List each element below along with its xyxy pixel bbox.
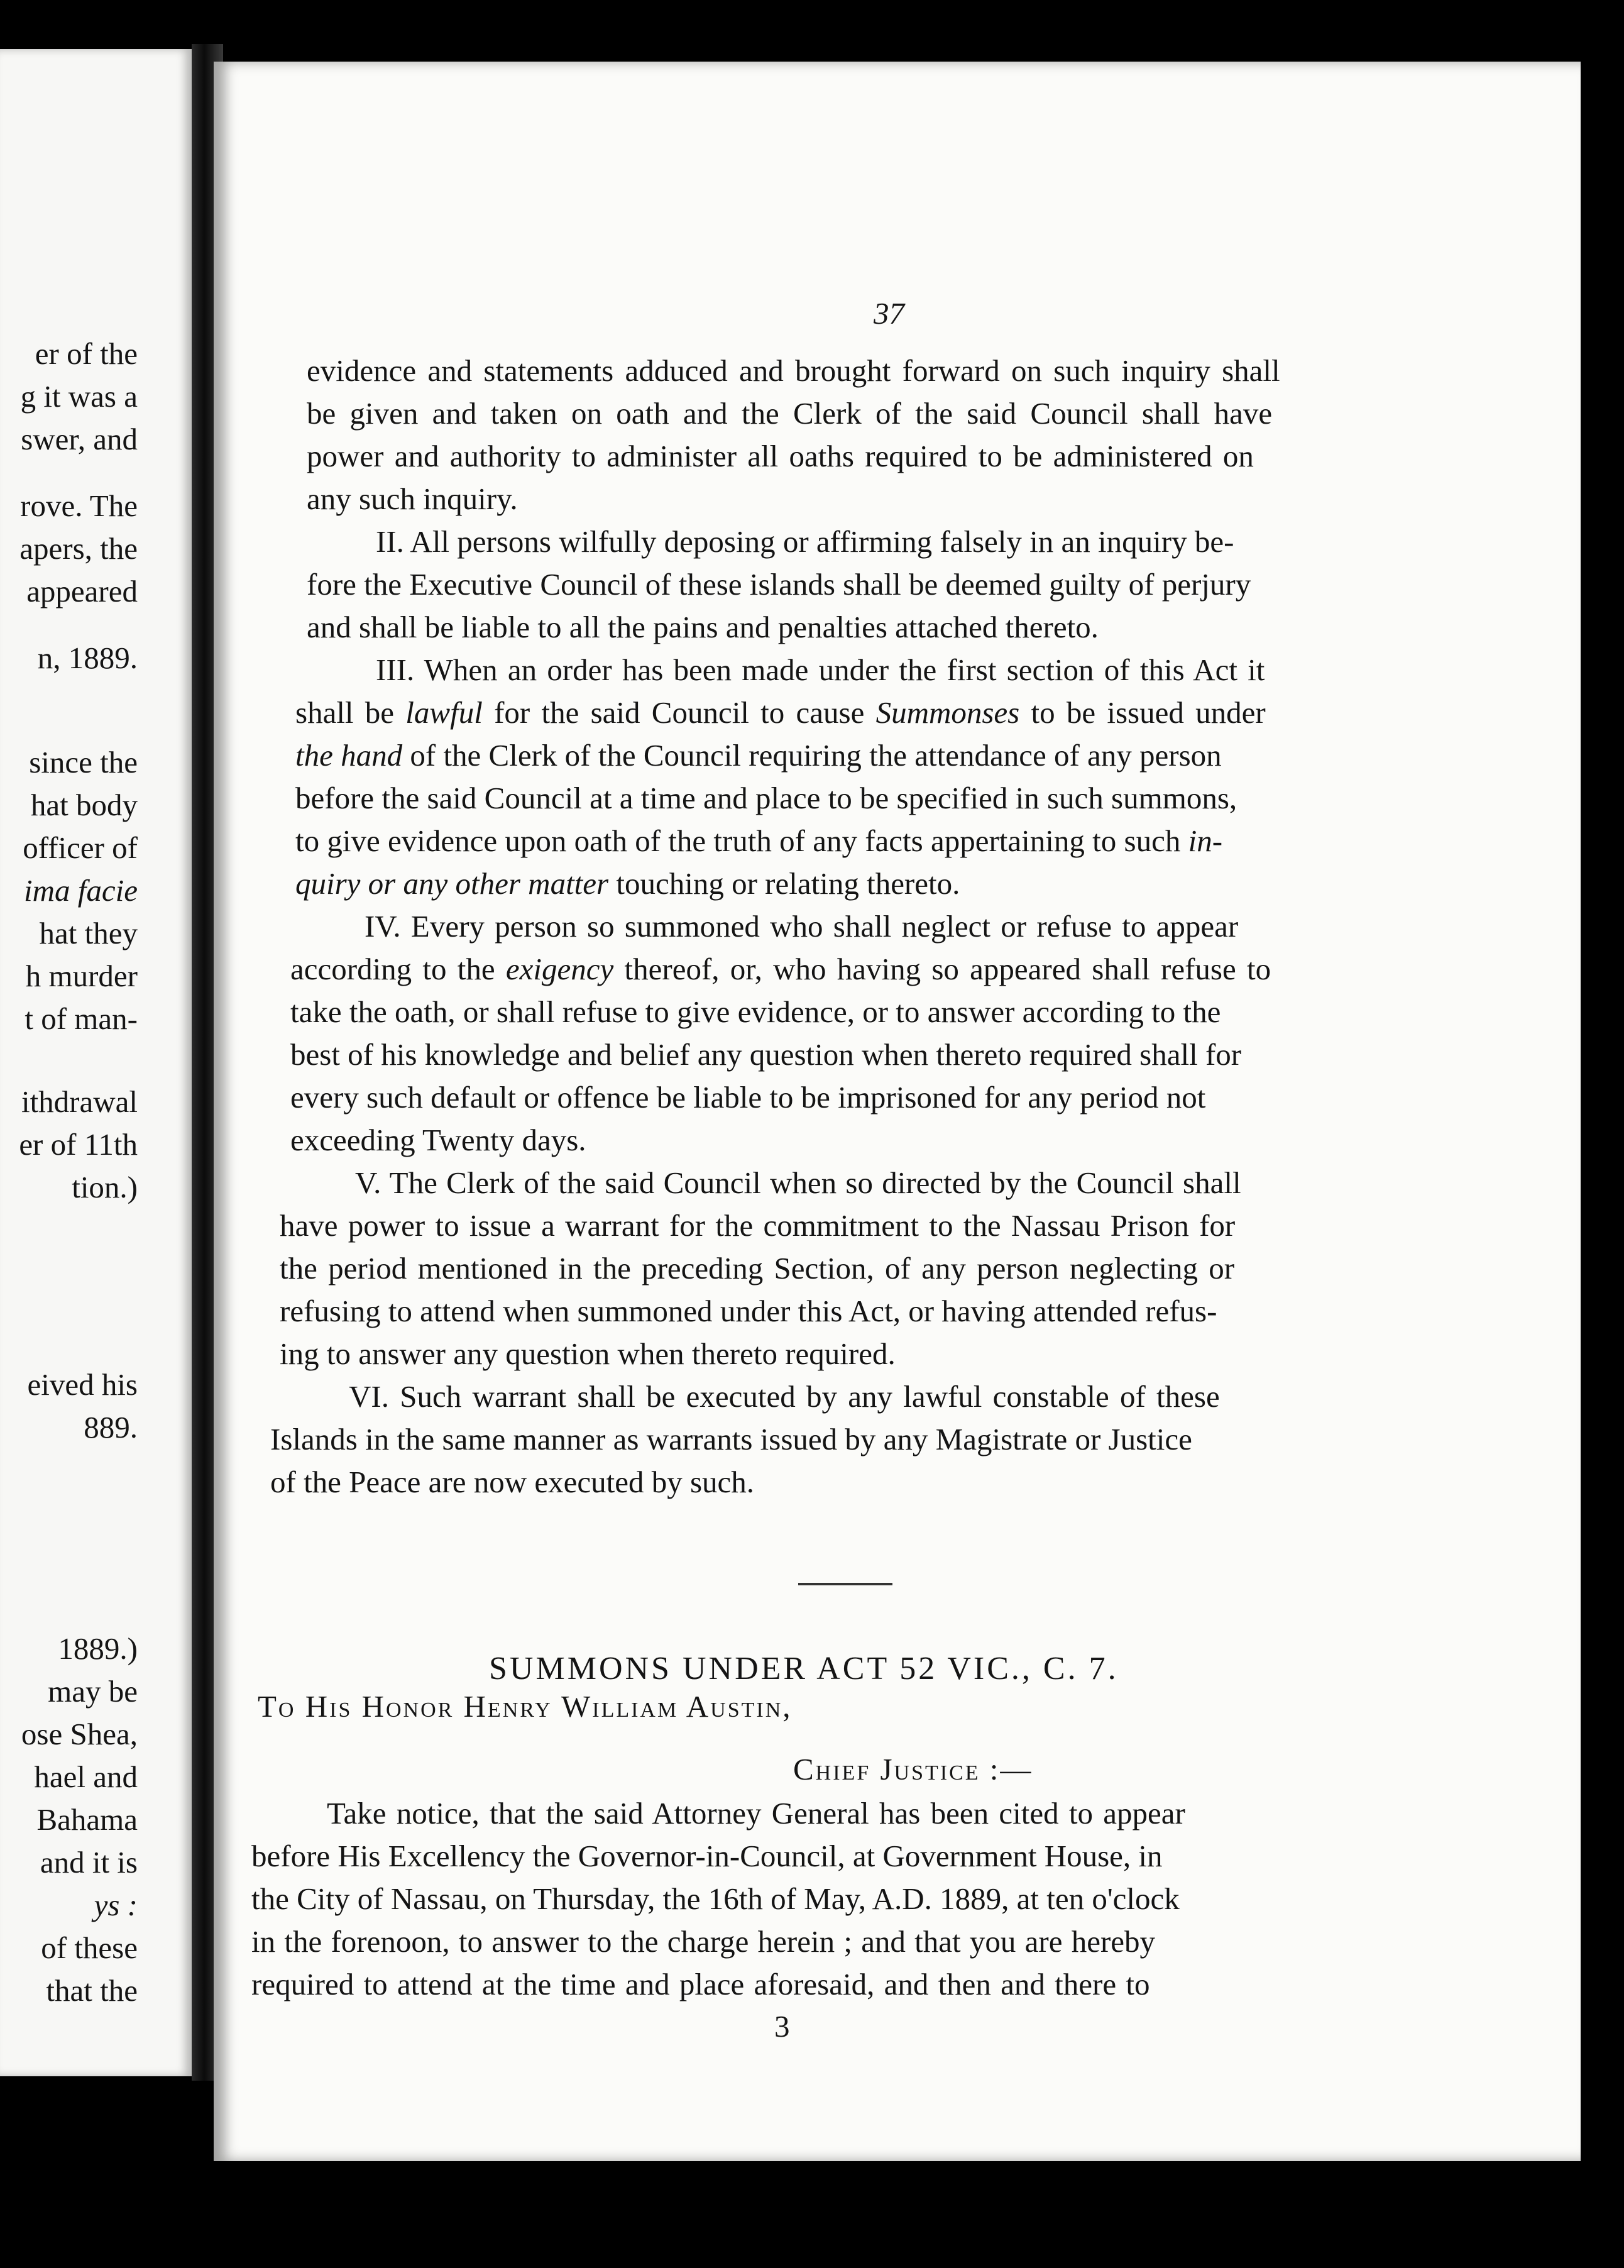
body-line: power and authority to administer all oaths required to be administered on — [307, 439, 1254, 473]
left-page-fragment — [0, 49, 192, 2076]
address-title: Chief Justice :— — [793, 1752, 1033, 1786]
left-line: apers, the — [19, 531, 138, 566]
summons-line: in the forenoon, to answer to the charge herein ; and that you are hereby — [251, 1924, 1156, 1959]
left-line: eived his — [27, 1367, 138, 1402]
body-line: have power to issue a warrant for the commitment to the Nassau Prison for — [280, 1208, 1236, 1243]
summons-line: the City of Nassau, on Thursday, the 16th of May, A.D. 1889, at ten o'clock — [251, 1881, 1180, 1916]
left-line: and it is — [40, 1845, 138, 1880]
body-line: V. The Clerk of the said Council when so directed by the Council shall — [355, 1165, 1241, 1200]
left-line: since the — [29, 745, 138, 779]
left-line: hat they — [39, 916, 138, 950]
summons-line: Take notice, that the said Attorney General has been cited to appear — [327, 1796, 1185, 1830]
body-line: III. When an order has been made under the first section of this Act it — [376, 652, 1265, 687]
body-line: best of his knowledge and belief any question when thereto required shall for — [290, 1037, 1242, 1072]
left-line: tion.) — [72, 1170, 138, 1204]
left-line: g it was a — [20, 379, 138, 414]
left-line: h murder — [25, 959, 138, 993]
body-line-mixed — [295, 825, 1222, 856]
address-line: To His Honor Henry William Austin, — [258, 1689, 793, 1724]
left-line: t of man- — [25, 1001, 138, 1036]
body-line: ing to answer any question when thereto required. — [280, 1336, 896, 1371]
body-line-mixed — [295, 868, 960, 899]
text-run: to give evidence upon oath of the truth of any facts appertaining to such — [295, 823, 1181, 858]
body-line: every such default or offence be liable to be imprisoned for any period not — [290, 1080, 1206, 1115]
left-line: appeared — [26, 574, 138, 608]
italic-run: exigency — [505, 952, 614, 986]
body-line: the period mentioned in the preceding Section, of any person neglecting or — [280, 1251, 1235, 1285]
left-line: n, 1889. — [37, 641, 138, 675]
italic-run: Summonses — [875, 695, 1020, 730]
signature-mark: 3 — [774, 2009, 790, 2044]
left-line: may be — [48, 1674, 138, 1709]
body-line-mixed — [295, 697, 1266, 728]
left-line: ys : — [94, 1888, 138, 1922]
body-line-mixed — [290, 954, 1271, 984]
body-line: before the said Council at a time and place to be specified in such summons, — [295, 781, 1237, 815]
left-line: 889. — [84, 1410, 138, 1445]
text-run: according to the — [290, 952, 495, 986]
text-run: touching or relating thereto. — [616, 866, 960, 901]
text-run: thereof, or, who having so appeared shall refuse to — [624, 952, 1271, 986]
page-number: 37 — [874, 296, 904, 331]
section-divider — [798, 1583, 892, 1585]
left-line: swer, and — [21, 422, 138, 456]
body-line: exceeding Twenty days. — [290, 1123, 586, 1157]
body-line: Islands in the same manner as warrants issued by any Magistrate or Justice — [270, 1422, 1192, 1456]
body-line: VI. Such warrant shall be executed by any lawful constable of these — [349, 1379, 1220, 1414]
body-line: and shall be liable to all the pains and penalties attached thereto. — [307, 610, 1099, 644]
left-line: er of the — [35, 336, 138, 371]
summons-heading: SUMMONS UNDER ACT 52 VIC., C. 7. — [489, 1651, 1119, 1687]
text-run: of the Clerk of the Council requiring the attendance of any person — [410, 738, 1222, 773]
left-line: of these — [41, 1930, 138, 1965]
left-line: rove. The — [20, 488, 138, 523]
left-line: ose Shea, — [21, 1717, 138, 1751]
body-line: fore the Executive Council of these islands shall be deemed guilty of perjury — [307, 567, 1251, 602]
text-run: to be issued under — [1031, 695, 1266, 730]
left-line: officer of — [23, 830, 138, 865]
text-run: for the said Council to cause — [494, 695, 865, 730]
italic-run: in- — [1188, 823, 1223, 858]
text-run: shall be — [295, 695, 395, 730]
body-line: evidence and statements adduced and brought forward on such inquiry shall — [307, 353, 1280, 388]
body-line-mixed — [295, 740, 1222, 771]
summons-line: before His Excellency the Governor-in-Council, at Government House, in — [251, 1839, 1163, 1873]
body-line: take the oath, or shall refuse to give evidence, or to answer according to the — [290, 994, 1221, 1029]
left-line: er of 11th — [19, 1127, 138, 1162]
left-line: hael and — [34, 1759, 138, 1794]
left-line: Bahama — [36, 1802, 138, 1837]
left-line: ima facie — [24, 873, 138, 908]
left-line: that the — [46, 1973, 138, 2008]
body-line: II. All persons wilfully deposing or affirming falsely in an inquiry be- — [376, 524, 1234, 559]
body-line: any such inquiry. — [307, 482, 518, 516]
body-line: be given and taken on oath and the Clerk of the said Council shall have — [307, 396, 1273, 431]
body-line: IV. Every person so summoned who shall neglect or refuse to appear — [365, 909, 1239, 944]
italic-run: the hand — [295, 738, 403, 773]
left-line: ithdrawal — [21, 1084, 138, 1119]
italic-run: lawful — [405, 695, 483, 730]
italic-run: quiry or any other matter — [295, 866, 609, 901]
left-line: hat body — [30, 788, 138, 822]
summons-line: required to attend at the time and place aforesaid, and then and there to — [251, 1967, 1150, 2001]
body-line: refusing to attend when summoned under this Act, or having attended refus- — [280, 1294, 1217, 1328]
body-line: of the Peace are now executed by such. — [270, 1465, 755, 1499]
left-line: 1889.) — [58, 1631, 138, 1666]
